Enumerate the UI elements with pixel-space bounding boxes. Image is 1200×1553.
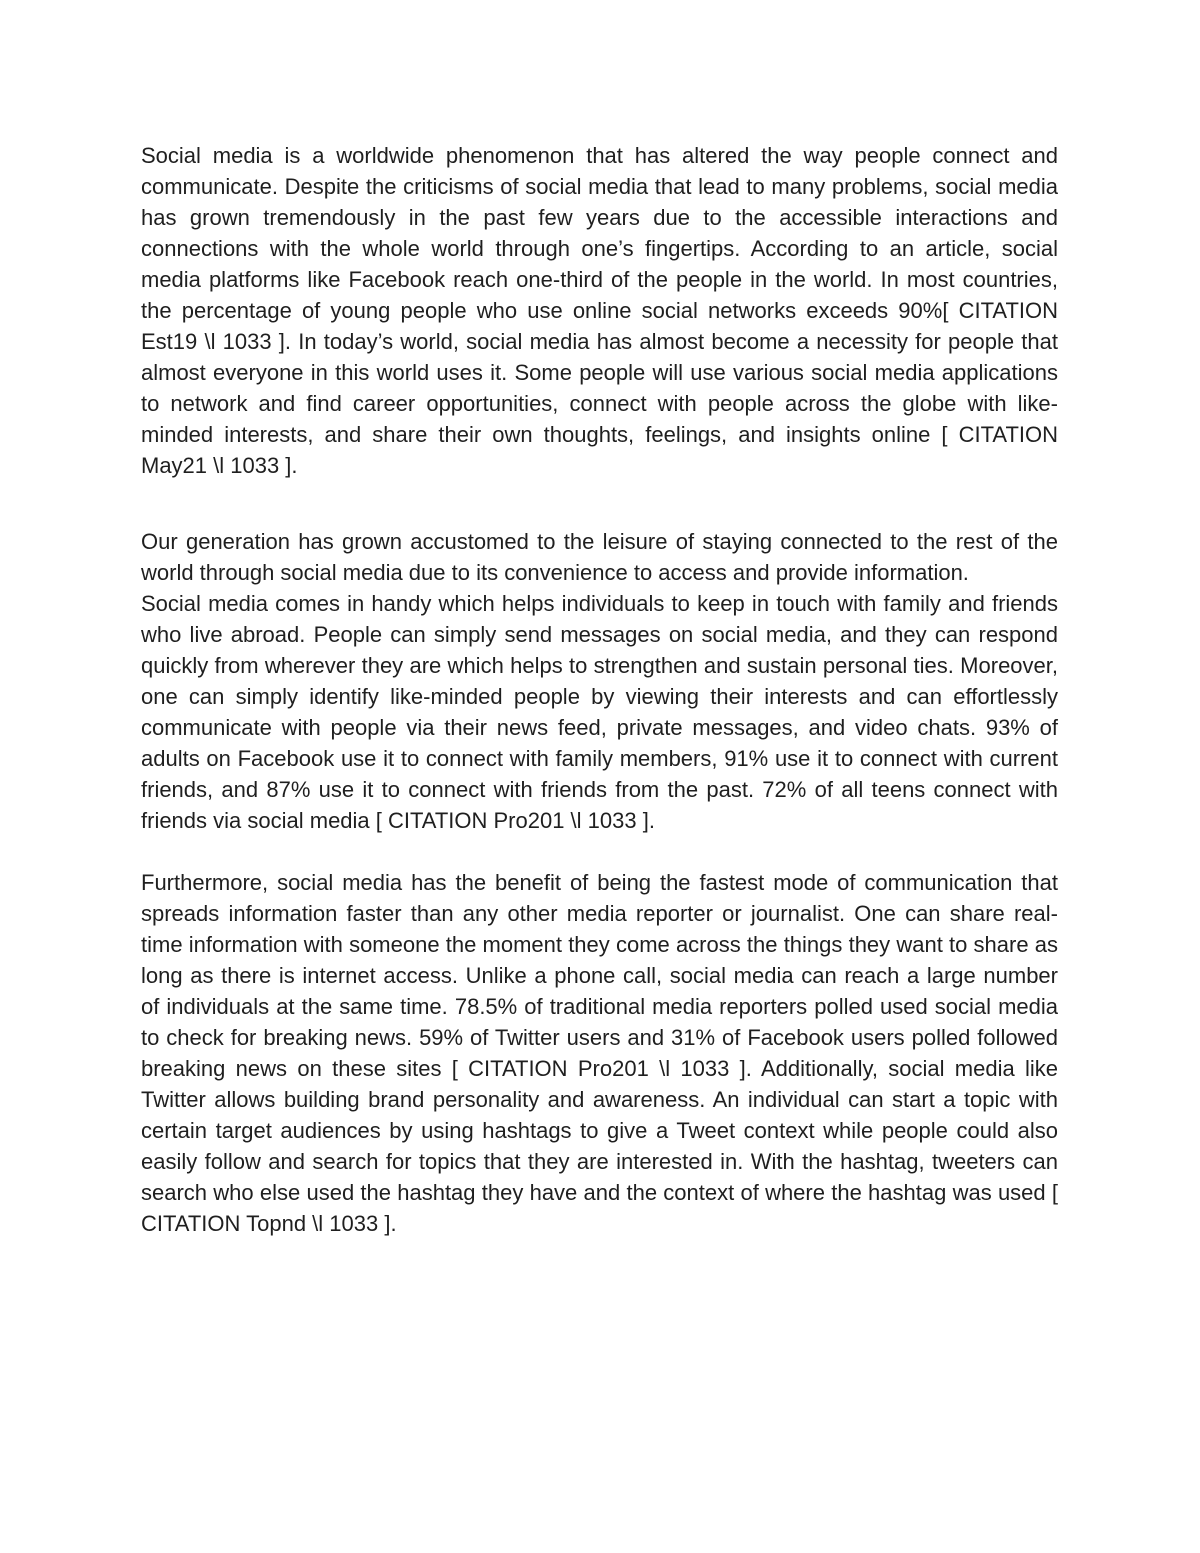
paragraph-fastest-communication: Furthermore, social media has the benefit of being the fastest mode of communication that spreads information faster than any other media reporter or journalist. One can share real-time information with someone the moment they come across the things they want to share as long as there is internet access. Unlike a phone call, social media can reach a large number of individuals at the same time. 78.5% of traditional media reporters polled used social media to check for breaking news. 59% of Twitter users and 31% of Facebook users polled followed breaking news on these sites [ CITATION Pro201 \l 1033 ]. Additionally, social media like Twitter allows building brand personality and awareness. An individual can start a topic with certain target audiences by using hashtags to give a Tweet context while people could also easily follow and search for topics that they are interested in. With the hashtag, tweeters can search who else used the hashtag they have and the context of where the hashtag was used [ CITATION Topnd \l 1033 ]. <box>141 870 1058 1236</box>
paragraph-spacer <box>141 836 1058 867</box>
paragraph-our-generation: Our generation has grown accustomed to the leisure of staying connected to the rest of the world through social media due to its convenience to access and provide information. <box>141 529 1058 585</box>
paragraph-spacer <box>141 481 1058 526</box>
document-body <box>141 140 1058 1239</box>
paragraph-keep-in-touch: Social media comes in handy which helps individuals to keep in touch with family and friends who live abroad. People can simply send messages on social media, and they can respond quickly from wherever they are which helps to strengthen and sustain personal ties. Moreover, one can simply identify like-minded people by viewing their interests and can effortlessly communicate with people via their news feed, private messages, and video chats. 93% of adults on Facebook use it to connect with family members, 91% use it to connect with current friends, and 87% use it to connect with friends from the past. 72% of all teens connect with friends via social media [ CITATION Pro201 \l 1033 ]. <box>141 591 1058 833</box>
paragraph-social-media-intro: Social media is a worldwide phenomenon that has altered the way people connect and communicate. Despite the criticisms of social media that lead to many problems, social media has grown tremendously in the past few years due to the accessible interactions and connections with the whole world through one’s fingertips. According to an article, social media platforms like Facebook reach one-third of the people in the world. In most countries, the percentage of young people who use online social networks exceeds 90%[ CITATION Est19 \l 1033 ]. In today’s world, social media has almost become a necessity for people that almost everyone in this world uses it. Some people will use various social media applications to network and find career opportunities, connect with people across the globe with like-minded interests, and share their own thoughts, feelings, and insights online [ CITATION May21 \l 1033 ]. <box>141 143 1058 478</box>
